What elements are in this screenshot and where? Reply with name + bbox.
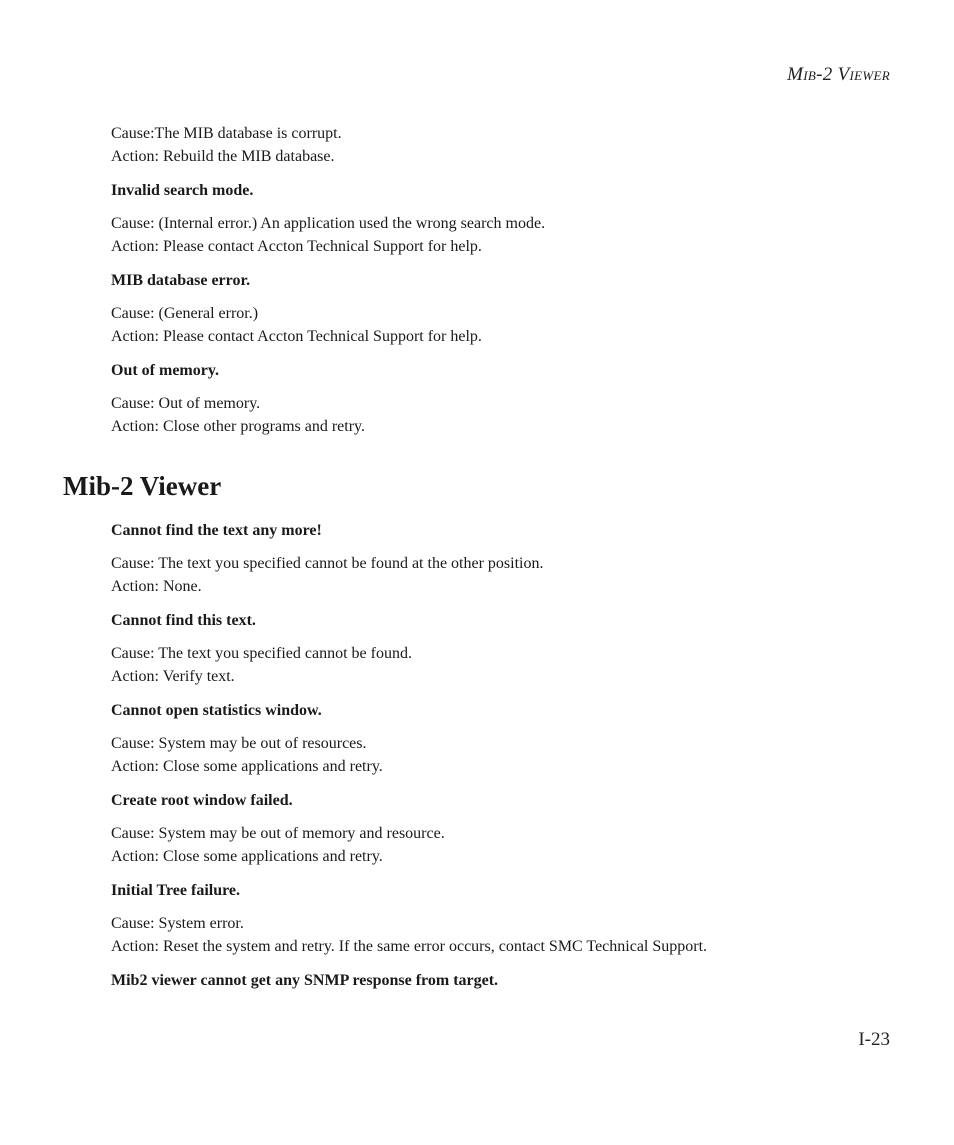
error-entry-initial-tree-failure [111,879,891,958]
cause-text: Cause: The text you specified cannot be found at the other position. [111,555,544,572]
running-header: Mib-2 Viewer [787,64,890,85]
action-text: Action: Reset the system and retry. If the same error occurs, contact SMC Technical Support. [111,938,708,955]
error-heading: Out of memory. [111,362,219,379]
error-heading: Cannot find the text any more! [111,522,322,539]
cause-text: Cause: The text you specified cannot be found. [111,645,412,662]
cause-text: Cause:The MIB database is corrupt. [111,125,342,142]
action-text: Action: Rebuild the MIB database. [111,148,335,165]
cause-text: Cause: System error. [111,915,244,932]
error-heading: Cannot find this text. [111,612,256,629]
page-number: I-23 [858,1029,890,1050]
error-entry-create-root-window-failed [111,789,891,868]
error-entry-mib-database-error [111,269,891,348]
error-heading: Cannot open statistics window. [111,702,322,719]
error-entry-no-snmp-response [111,969,891,992]
error-entry-invalid-search-mode [111,179,891,258]
error-heading: MIB database error. [111,272,251,289]
action-text: Action: Please contact Accton Technical Support for help. [111,238,482,255]
error-entry-out-of-memory [111,359,891,438]
error-heading: Initial Tree failure. [111,882,241,899]
action-text: Action: Please contact Accton Technical Support for help. [111,328,482,345]
error-entry-cannot-find-text-any-more [111,519,891,598]
error-entry-mib-corrupt [111,122,891,168]
action-text: Action: Close other programs and retry. [111,418,366,435]
cause-text: Cause: (General error.) [111,305,259,322]
action-text: Action: Close some applications and retry. [111,848,383,865]
cause-text: Cause: System may be out of memory and resource. [111,825,445,842]
page-content [63,122,891,1002]
error-entry-cannot-open-statistics-window [111,699,891,778]
cause-text: Cause: (Internal error.) An application used the wrong search mode. [111,215,546,232]
action-text: Action: Verify text. [111,668,235,685]
action-text: Action: Close some applications and retry. [111,758,383,775]
error-heading: Mib2 viewer cannot get any SNMP response from target. [111,972,499,989]
section-title: Mib-2 Viewer [63,471,222,501]
cause-text: Cause: System may be out of resources. [111,735,367,752]
error-heading: Create root window failed. [111,792,293,809]
error-heading: Invalid search mode. [111,182,254,199]
error-entry-cannot-find-this-text [111,609,891,688]
action-text: Action: None. [111,578,202,595]
cause-text: Cause: Out of memory. [111,395,261,412]
